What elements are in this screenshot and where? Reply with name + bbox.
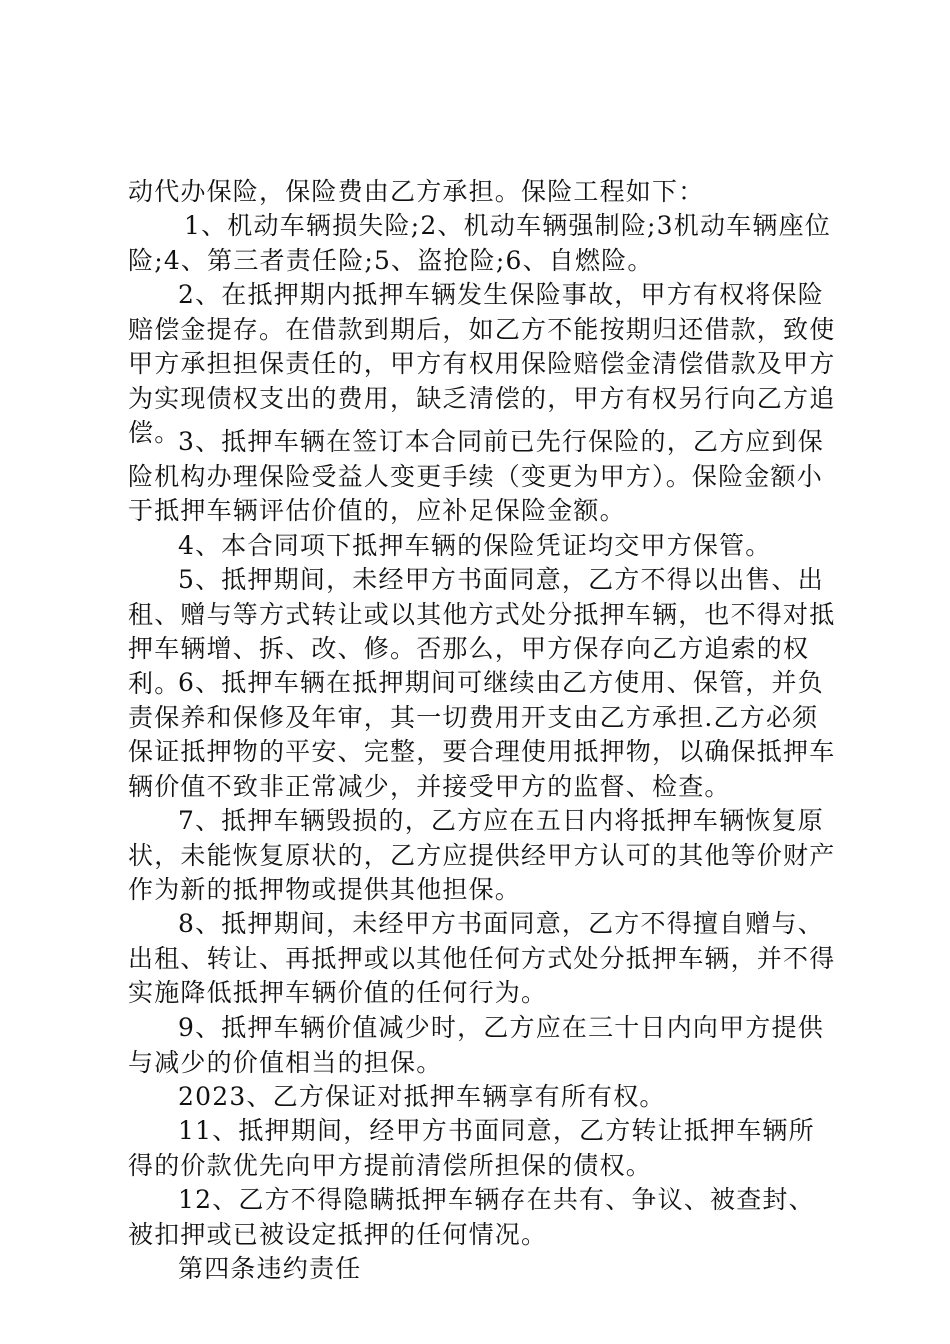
paragraph-insurance-intro: 动代办保险，保险费由乙方承担。保险工程如下：	[128, 177, 705, 206]
paragraph-clause-6: 6、抵押车辆在抵押期间可继续由乙方使用、保管，并负责保养和保修及年审，其一切费用开支由乙方承担.乙方必须保证抵押物的平安、完整，要合理使用抵押物，以确保抵押车辆价值不致非正常减少，并接受甲方的监督、检查。	[128, 668, 836, 801]
paragraph-clause-7: 7、抵押车辆毁损的，乙方应在五日内将抵押车辆恢复原状，未能恢复原状的，乙方应提供经甲方认可的其他等价财产作为新的抵押物或提供其他担保。	[128, 806, 836, 904]
paragraph-insurance-list: 1、机动车辆损失险;2、机动车辆强制险;3机动车辆座位险;4、第三者责任险;5、盗抢险;6、自燃险。	[128, 211, 831, 275]
paragraph-clause-2: 2、在抵押期内抵押车辆发生保险事故，甲方有权将保险赔偿金提存。在借款到期后，如乙方不能按期归还借款，致使甲方承担担保责任的，甲方有权用保险赔偿金清偿借款及甲方为实现债权支出的费用，缺乏清偿的，甲方有权另行向乙方追偿。	[128, 280, 836, 447]
paragraph-clause-4: 4、本合同项下抵押车辆的保险凭证均交甲方保管。	[178, 531, 772, 560]
section-heading-article-4: 第四条违约责任	[178, 1254, 362, 1283]
paragraph-clause-3: 3、抵押车辆在签订本合同前已先行保险的，乙方应到保险机构办理保险受益人变更手续（变更为甲方）。保险金额小于抵押车辆评估价值的，应补足保险金额。	[128, 427, 824, 525]
paragraph-clause-11: 11、抵押期间，经甲方书面同意，乙方转让抵押车辆所得的价款优先向甲方提前清偿所担保的债权。	[128, 1116, 815, 1180]
paragraph-clause-8: 8、抵押期间，未经甲方书面同意，乙方不得擅自赠与、出租、转让、再抵押或以其他任何方式处分抵押车辆，并不得实施降低抵押车辆价值的任何行为。	[128, 909, 836, 1007]
paragraph-clause-5: 5、抵押期间，未经甲方书面同意，乙方不得以出售、出租、赠与等方式转让或以其他方式处分抵押车辆，也不得对抵押车辆增、拆、改、修。否那么，甲方保存向乙方追索的权利。	[128, 565, 836, 698]
paragraph-clause-9: 9、抵押车辆价值减少时，乙方应在三十日内向甲方提供与减少的价值相当的担保。	[128, 1013, 824, 1077]
paragraph-clause-12: 12、乙方不得隐瞒抵押车辆存在共有、争议、被查封、被扣押或已被设定抵押的任何情况。	[128, 1185, 815, 1249]
paragraph-clause-10: 2023、乙方保证对抵押车辆享有所有权。	[178, 1082, 666, 1111]
